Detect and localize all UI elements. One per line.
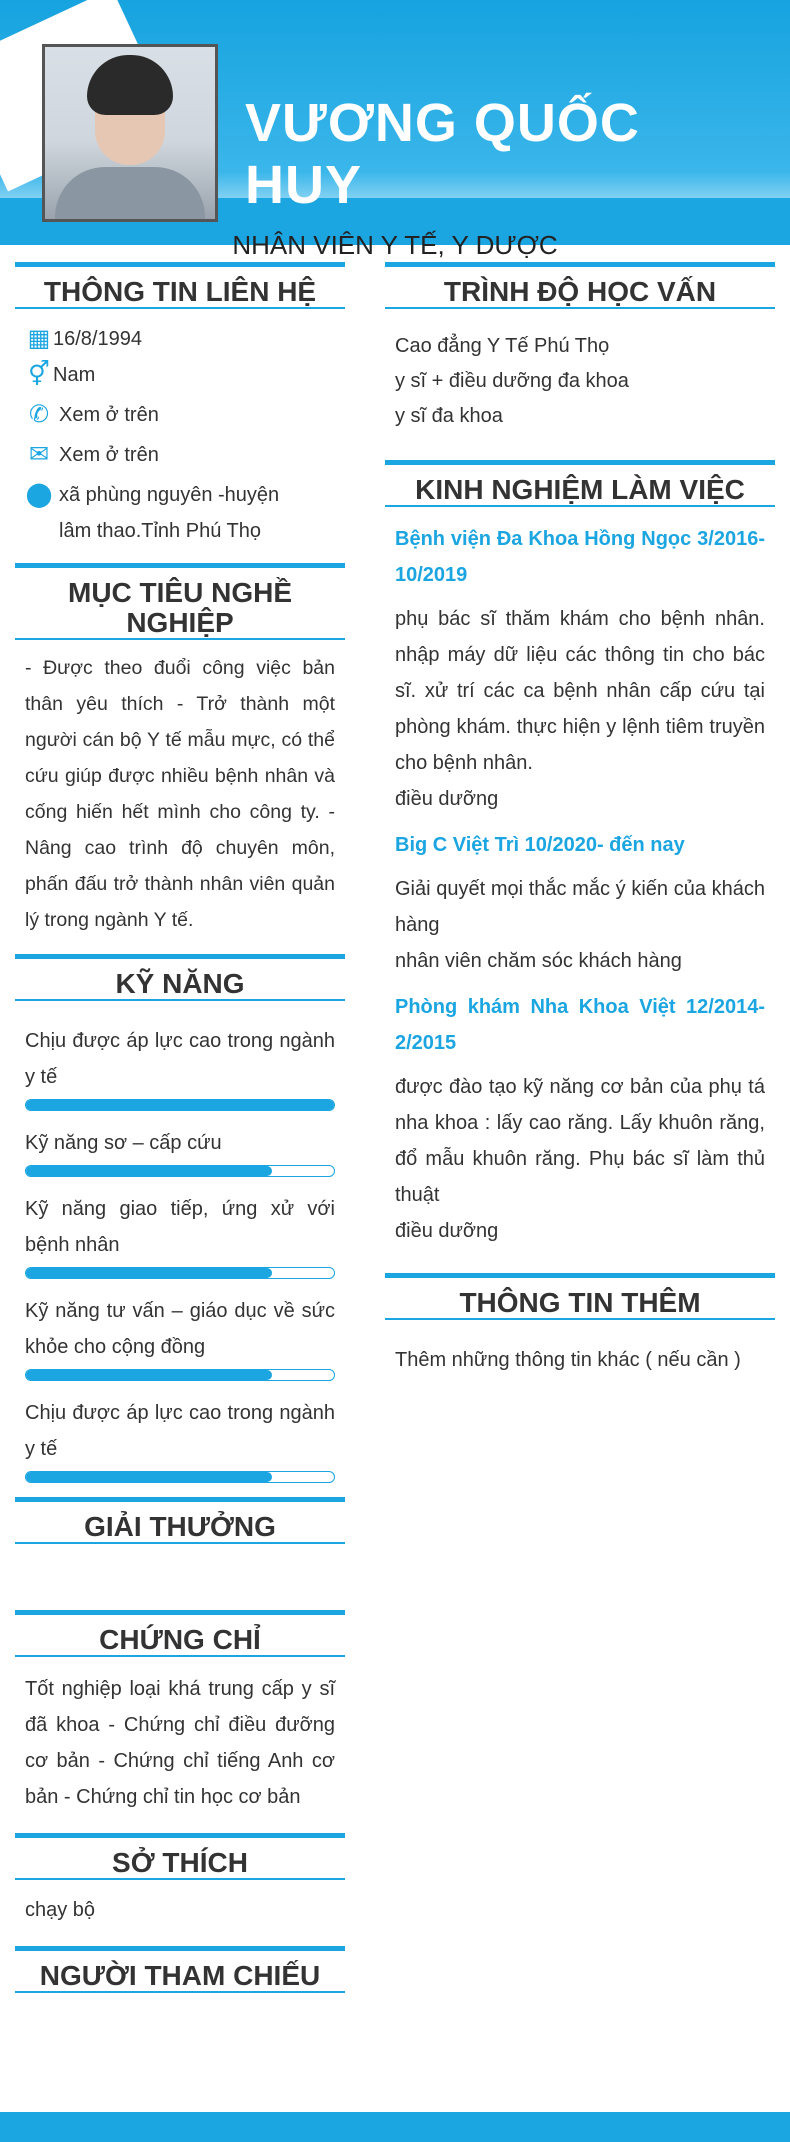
skill-level-bar — [25, 1165, 335, 1177]
contact-title: THÔNG TIN LIÊN HỆ — [15, 277, 345, 309]
hobbies-text: chạy bộ — [25, 1899, 96, 1921]
certificates-text: Tốt nghiệp loại khá trung cấp y sĩ đã khoa - Chứng chỉ điều đưỡng cơ bản - Chứng chỉ tiếng Anh cơ bản - Chứng chỉ tin học cơ bản — [25, 1678, 335, 1808]
skill-level-bar — [25, 1267, 335, 1279]
skill-name: Kỹ năng sơ – cấp cứu — [25, 1132, 222, 1154]
experience-section — [385, 460, 775, 1249]
skill-item — [25, 1125, 335, 1177]
extra-section — [385, 1273, 775, 1378]
skill-level-fill — [26, 1472, 272, 1482]
contact-address: ⬤ xã phùng nguyên -huyện lâm thao.Tỉnh Phú Thọ — [25, 477, 335, 549]
job-description: được đào tạo kỹ năng cơ bản của phụ tá nha khoa : lấy cao răng. Lấy khuôn răng, đổ mẫu khuôn răng. Phụ bác sĩ làm thủ thuật — [395, 1076, 765, 1206]
education-degree: y sĩ đa khoa — [395, 405, 503, 427]
extra-text: Thêm những thông tin khác ( nếu cần ) — [395, 1349, 741, 1371]
skill-level-fill — [26, 1166, 272, 1176]
skill-name: Kỹ năng giao tiếp, ứng xử với bệnh nhân — [25, 1198, 335, 1256]
right-column — [385, 262, 775, 1378]
job-company: Bệnh viện Đa Khoa Hồng Ngọc 3/2016- 10/2019 — [395, 528, 765, 586]
profile-photo — [42, 44, 218, 222]
job-position: điều dưỡng — [395, 1220, 499, 1242]
certificates-section — [15, 1610, 345, 1815]
skill-level-bar — [25, 1099, 335, 1111]
education-major: y sĩ + điều dưỡng đa khoa — [395, 370, 629, 392]
job-position: điều dưỡng — [395, 788, 499, 810]
job-company: Phòng khám Nha Khoa Việt 12/2014-2/2015 — [395, 996, 765, 1054]
skill-item — [25, 1191, 335, 1279]
awards-section — [15, 1497, 345, 1610]
objective-section — [15, 563, 345, 938]
skill-name: Chịu được áp lực cao trong ngành y tế — [25, 1030, 335, 1088]
job-company: Big C Việt Trì 10/2020- đến nay — [395, 834, 685, 856]
contact-phone: ✆ Xem ở trên — [25, 397, 335, 433]
skill-name: Chịu được áp lực cao trong ngành y tế — [25, 1402, 335, 1460]
left-column — [15, 262, 345, 1993]
skill-item — [25, 1395, 335, 1483]
objective-text: - Được theo đuổi công việc bản thân yêu thích - Trở thành một người cán bộ Y tế mẫu mực, có thể cứu giúp được nhiều bệnh nhân và cống hiến hết mình cho công ty. - Nâng cao trình độ chuyên môn, phấn đấu trở thành nhân viên quản lý trong ngành Y tế. — [25, 657, 335, 931]
skill-item — [25, 1293, 335, 1381]
skill-level-fill — [26, 1370, 272, 1380]
skill-name: Kỹ năng tư vấn – giáo dục về sức khỏe cho cộng đồng — [25, 1300, 335, 1358]
phone-icon: ✆ — [28, 401, 50, 428]
job-title: NHÂN VIÊN Y TẾ, Y DƯỢC — [232, 230, 558, 260]
contact-email: ✉ Xem ở trên — [25, 437, 335, 473]
contact-birthdate: ▦ 16/8/1994 — [25, 321, 335, 357]
contact-section — [15, 262, 345, 549]
skill-level-bar — [25, 1369, 335, 1381]
references-section — [15, 1946, 345, 1993]
skills-title: KỸ NĂNG — [15, 969, 345, 1001]
contact-gender: ⚥ Nam — [25, 357, 335, 393]
experience-title: KINH NGHIỆM LÀM VIỆC — [385, 475, 775, 507]
hobbies-title: SỞ THÍCH — [15, 1848, 345, 1880]
skill-level-fill — [26, 1100, 334, 1110]
footer-band — [0, 2112, 790, 2142]
references-title: NGƯỜI THAM CHIẾU — [15, 1961, 345, 1993]
education-title: TRÌNH ĐỘ HỌC VẤN — [385, 277, 775, 309]
job-position: nhân viên chăm sóc khách hàng — [395, 950, 682, 972]
email-icon: ✉ — [28, 441, 50, 468]
candidate-name: VƯƠNG QUỐC HUY — [245, 93, 640, 215]
location-icon: ⬤ — [25, 481, 53, 508]
calendar-icon: ▦ — [27, 325, 51, 352]
skill-level-fill — [26, 1268, 272, 1278]
job-description: phụ bác sĩ thăm khám cho bệnh nhân. nhập máy dữ liệu các thông tin cho bác sĩ. xử trí các ca bệnh nhân cấp cứu tại phòng khám. thực hiện y lệnh tiêm truyền cho bệnh nhân. — [395, 608, 765, 774]
job-description: Giải quyết mọi thắc mắc ý kiến của khách hàng — [395, 878, 765, 936]
awards-title: GIẢI THƯỞNG — [15, 1512, 345, 1544]
objective-title: MỤC TIÊU NGHỀ NGHIỆP — [15, 578, 345, 640]
certificates-title: CHỨNG CHỈ — [15, 1625, 345, 1657]
hobbies-section — [15, 1833, 345, 1928]
education-section — [385, 262, 775, 434]
gender-icon: ⚥ — [28, 361, 50, 388]
extra-title: THÔNG TIN THÊM — [385, 1288, 775, 1320]
skill-item — [25, 1023, 335, 1111]
skills-section — [15, 954, 345, 1483]
skill-level-bar — [25, 1471, 335, 1483]
education-school: Cao đẳng Y Tế Phú Thọ — [395, 335, 610, 357]
